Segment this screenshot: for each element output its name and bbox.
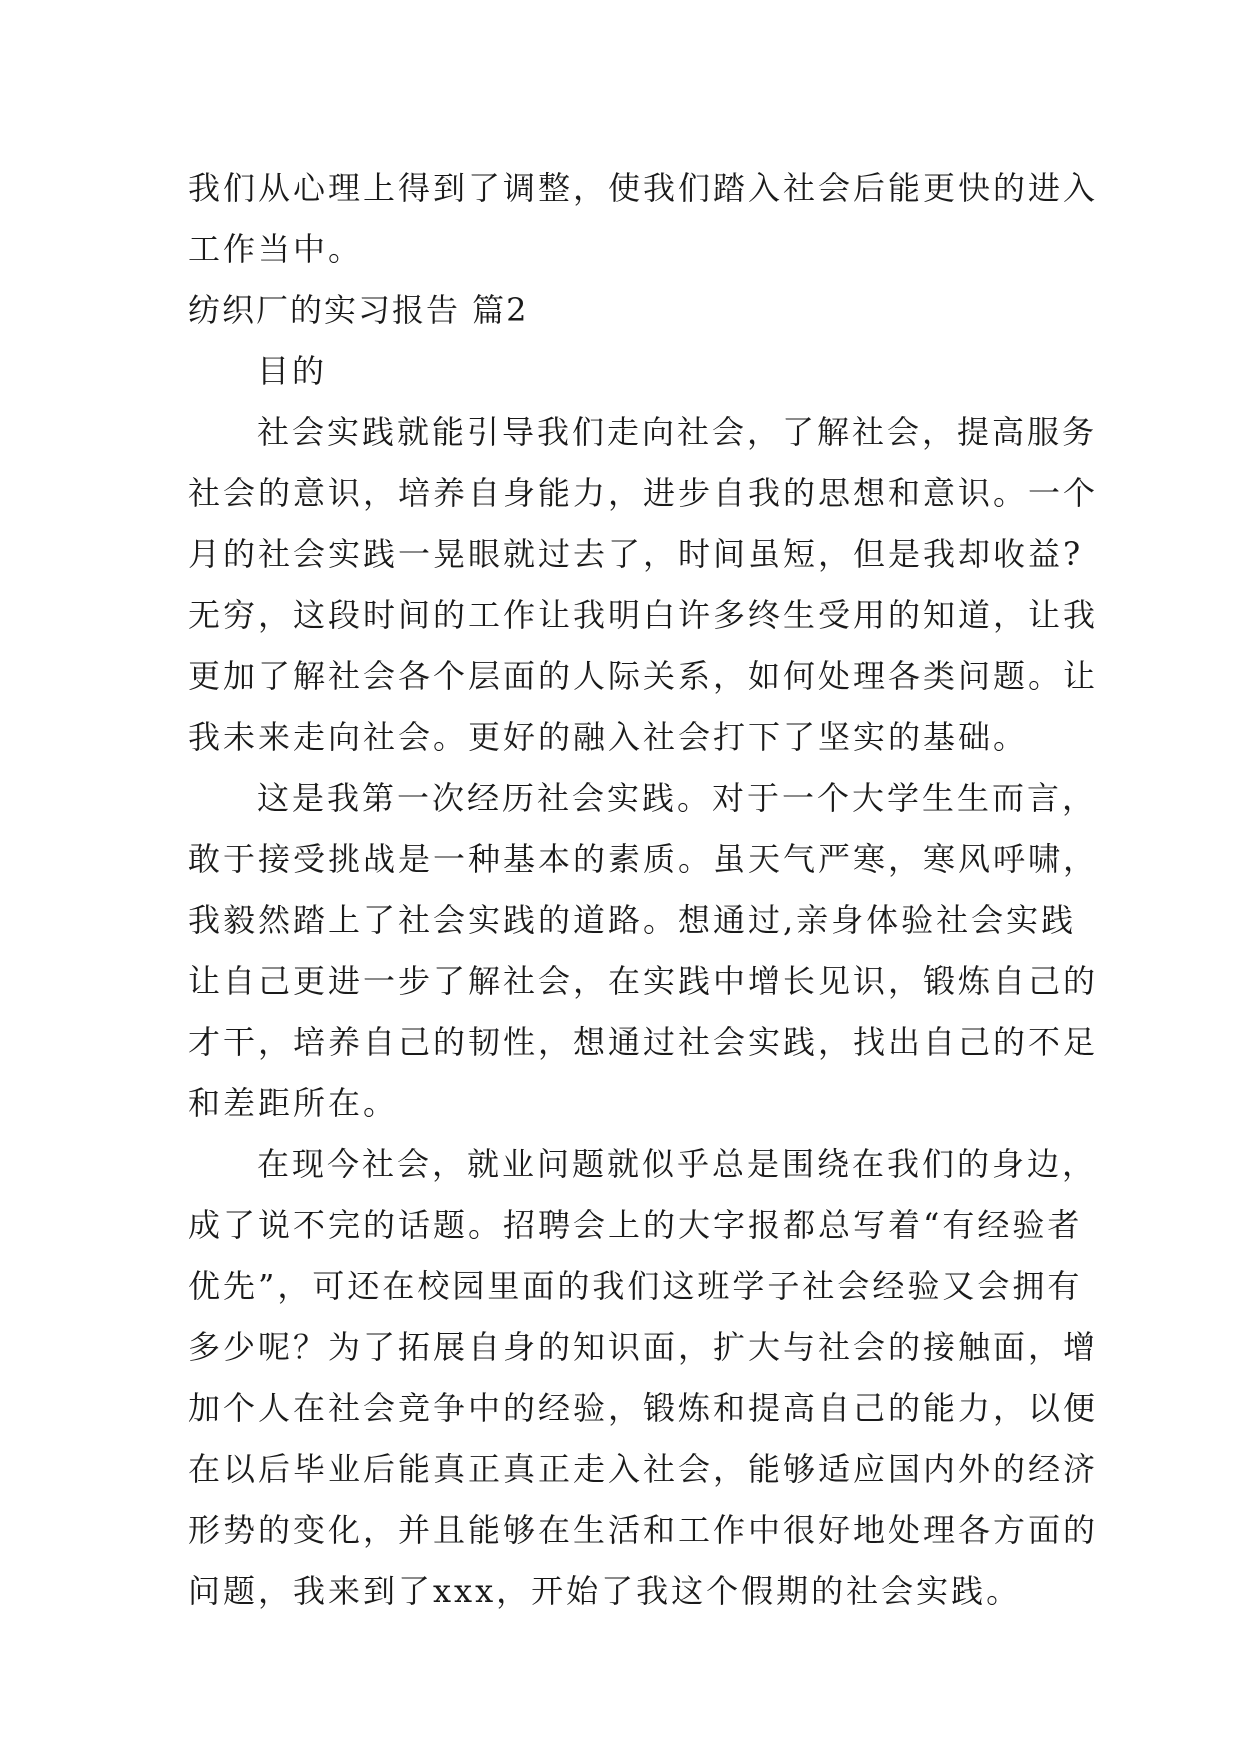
paragraph-line: 在以后毕业后能真正真正走入社会，能够适应国内外的经济 (188, 1450, 1099, 1488)
paragraph (188, 1134, 1099, 1622)
paragraph-line: 我毅然踏上了社会实践的道路。想通过,亲身体验社会实践 (188, 901, 1077, 939)
paragraph (188, 402, 1099, 768)
paragraph-line: 成了说不完的话题。招聘会上的大字报都总写着“有经验者 (188, 1206, 1083, 1244)
paragraph (188, 341, 1068, 402)
paragraph (188, 158, 1099, 280)
paragraph (188, 768, 1099, 1134)
paragraph-line: 这是我第一次经历社会实践。对于一个大学生生而言， (257, 779, 1098, 817)
section-heading (188, 280, 1068, 341)
paragraph-line: 优先”，可还在校园里面的我们这班学子社会经验又会拥有 (188, 1267, 1083, 1305)
paragraph-line: 形势的变化，并且能够在生活和工作中很好地处理各方面的 (188, 1511, 1099, 1549)
paragraph-line: 无穷，这段时间的工作让我明白许多终生受用的知道，让我 (188, 596, 1099, 634)
paragraph-line: 才干，培养自己的韧性，想通过社会实践，找出自己的不足 (188, 1023, 1099, 1061)
heading-text: 纺织厂的实习报告 篇2 (188, 291, 529, 329)
paragraph-line: 让自己更进一步了解社会，在实践中增长见识，锻炼自己的 (188, 962, 1099, 1000)
paragraph-line: 社会的意识，培养自身能力，进步自我的思想和意识。一个 (188, 474, 1099, 512)
paragraph-line: 我未来走向社会。更好的融入社会打下了坚实的基础。 (188, 718, 1029, 756)
paragraph-line: 我们从心理上得到了调整，使我们踏入社会后能更快的进入 (188, 169, 1099, 207)
paragraph-line: 目的 (257, 352, 328, 390)
paragraph-line: 和差距所在。 (188, 1084, 399, 1122)
paragraph-line: 更加了解社会各个层面的人际关系，如何处理各类问题。让 (188, 657, 1099, 695)
paragraph-line: 工作当中。 (188, 230, 364, 268)
paragraph-line: 加个人在社会竞争中的经验，锻炼和提高自己的能力，以便 (188, 1389, 1099, 1427)
paragraph-line: 在现今社会，就业问题就似乎总是围绕在我们的身边， (257, 1145, 1098, 1183)
paragraph-line: 多少呢？为了拓展自身的知识面，扩大与社会的接触面，增 (188, 1328, 1099, 1366)
paragraph-line: 问题，我来到了xxx，开始了我这个假期的社会实践。 (188, 1572, 1022, 1610)
paragraph-line: 敢于接受挑战是一种基本的素质。虽天气严寒，寒风呼啸， (188, 840, 1099, 878)
document-body (188, 158, 1099, 1622)
paragraph-line: 月的社会实践一晃眼就过去了，时间虽短，但是我却收益? (188, 535, 1084, 573)
paragraph-line: 社会实践就能引导我们走向社会，了解社会，提高服务 (257, 413, 1098, 451)
